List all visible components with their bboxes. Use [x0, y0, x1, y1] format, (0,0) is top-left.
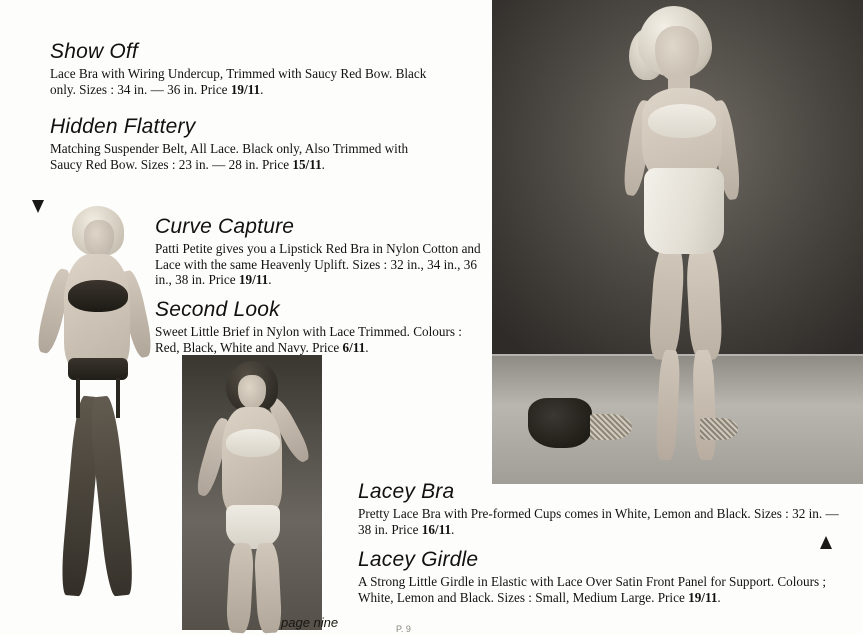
- entry-description: Patti Petite gives you a Lipstick Red Bra in Nylon Cotton and Lace with the same Heavenly Uplift. Sizes : 32 in., 34 in., 36 in., 38 in. Price: [155, 241, 481, 287]
- entry-title: Lacey Bra: [358, 480, 455, 503]
- entry-body: [358, 574, 836, 605]
- entry-price: 19/11: [238, 272, 269, 287]
- model-thigh-right: [685, 239, 723, 361]
- model-b-stocking-right: [88, 395, 136, 597]
- entry-price-suffix: .: [717, 589, 721, 605]
- entry-body: [50, 141, 430, 172]
- entry-description: A Strong Little Girdle in Elastic with Lace Over Satin Front Panel for Support. Colours ; White, Lemon and Black. Sizes : Small, Medium Large. Price: [358, 574, 827, 605]
- entry-price-suffix: .: [321, 156, 325, 172]
- model-b-garter-strap-left: [76, 378, 80, 418]
- model-b-garter-strap-right: [116, 378, 120, 418]
- entry-price: 6/11: [342, 339, 366, 355]
- entry-price: 16/11: [421, 521, 452, 537]
- entry-title: Second Look: [155, 298, 280, 321]
- photo-model-bra-and-brief: [182, 355, 322, 630]
- entry-description: Matching Suspender Belt, All Lace. Black only, Also Trimmed with Saucy Red Bow. Sizes : 23 in. — 28 in. Price: [50, 141, 409, 172]
- model-b-torso: [64, 254, 130, 374]
- entry-price: 19/11: [230, 81, 261, 97]
- model-b-bra-garment: [68, 280, 128, 312]
- model-shoe: [700, 418, 738, 440]
- entry-price-suffix: .: [365, 339, 369, 355]
- entry-second-look: [155, 298, 480, 355]
- entry-body: [155, 324, 480, 355]
- page-edge-mark: P. 9: [396, 624, 411, 634]
- entry-title: Show Off: [50, 40, 138, 63]
- entry-price: 15/11: [292, 156, 322, 172]
- entry-description: Sweet Little Brief in Nylon with Lace Trimmed. Colours : Red, Black, White and Navy. Price: [155, 324, 462, 355]
- model-girdle-garment: [644, 168, 724, 254]
- model-b-suspender-belt: [68, 358, 128, 380]
- entry-body: [50, 66, 445, 97]
- entry-price-suffix: .: [260, 81, 264, 97]
- entry-title: Hidden Flattery: [50, 115, 196, 138]
- entry-lacey-bra: [358, 480, 853, 537]
- model-bra-garment: [648, 104, 716, 138]
- entry-title: Curve Capture: [155, 215, 295, 238]
- model-c-leg-right: [254, 542, 283, 633]
- prop-dark-garment: [528, 398, 592, 448]
- prop-shoe: [590, 414, 632, 440]
- model-c-leg-left: [226, 542, 255, 633]
- entry-price-suffix: .: [268, 272, 272, 287]
- entry-price: 19/11: [688, 589, 718, 605]
- page-number: page nine: [281, 615, 339, 630]
- entry-hidden-flattery: [50, 115, 430, 172]
- entry-description: Pretty Lace Bra with Pre-formed Cups comes in White, Lemon and Black. Sizes : 32 in. — 38 in. Price: [358, 506, 839, 537]
- entry-show-off: [50, 40, 445, 97]
- entry-body: [358, 506, 853, 537]
- photo-model-suspender-belt-stockings: [20, 200, 160, 625]
- model-thigh-left: [648, 239, 686, 361]
- entry-description: Lace Bra with Wiring Undercup, Trimmed with Saucy Red Bow. Black only. Sizes : 34 in. — 36 in. Price: [50, 66, 427, 97]
- entry-title: Lacey Girdle: [358, 548, 479, 571]
- entry-lacey-girdle: [358, 548, 836, 605]
- entry-price-suffix: .: [451, 521, 455, 537]
- model-c-torso: [222, 407, 282, 517]
- entry-curve-capture: [155, 215, 485, 288]
- entry-body: [155, 241, 485, 288]
- model-c-bra-garment: [226, 429, 280, 457]
